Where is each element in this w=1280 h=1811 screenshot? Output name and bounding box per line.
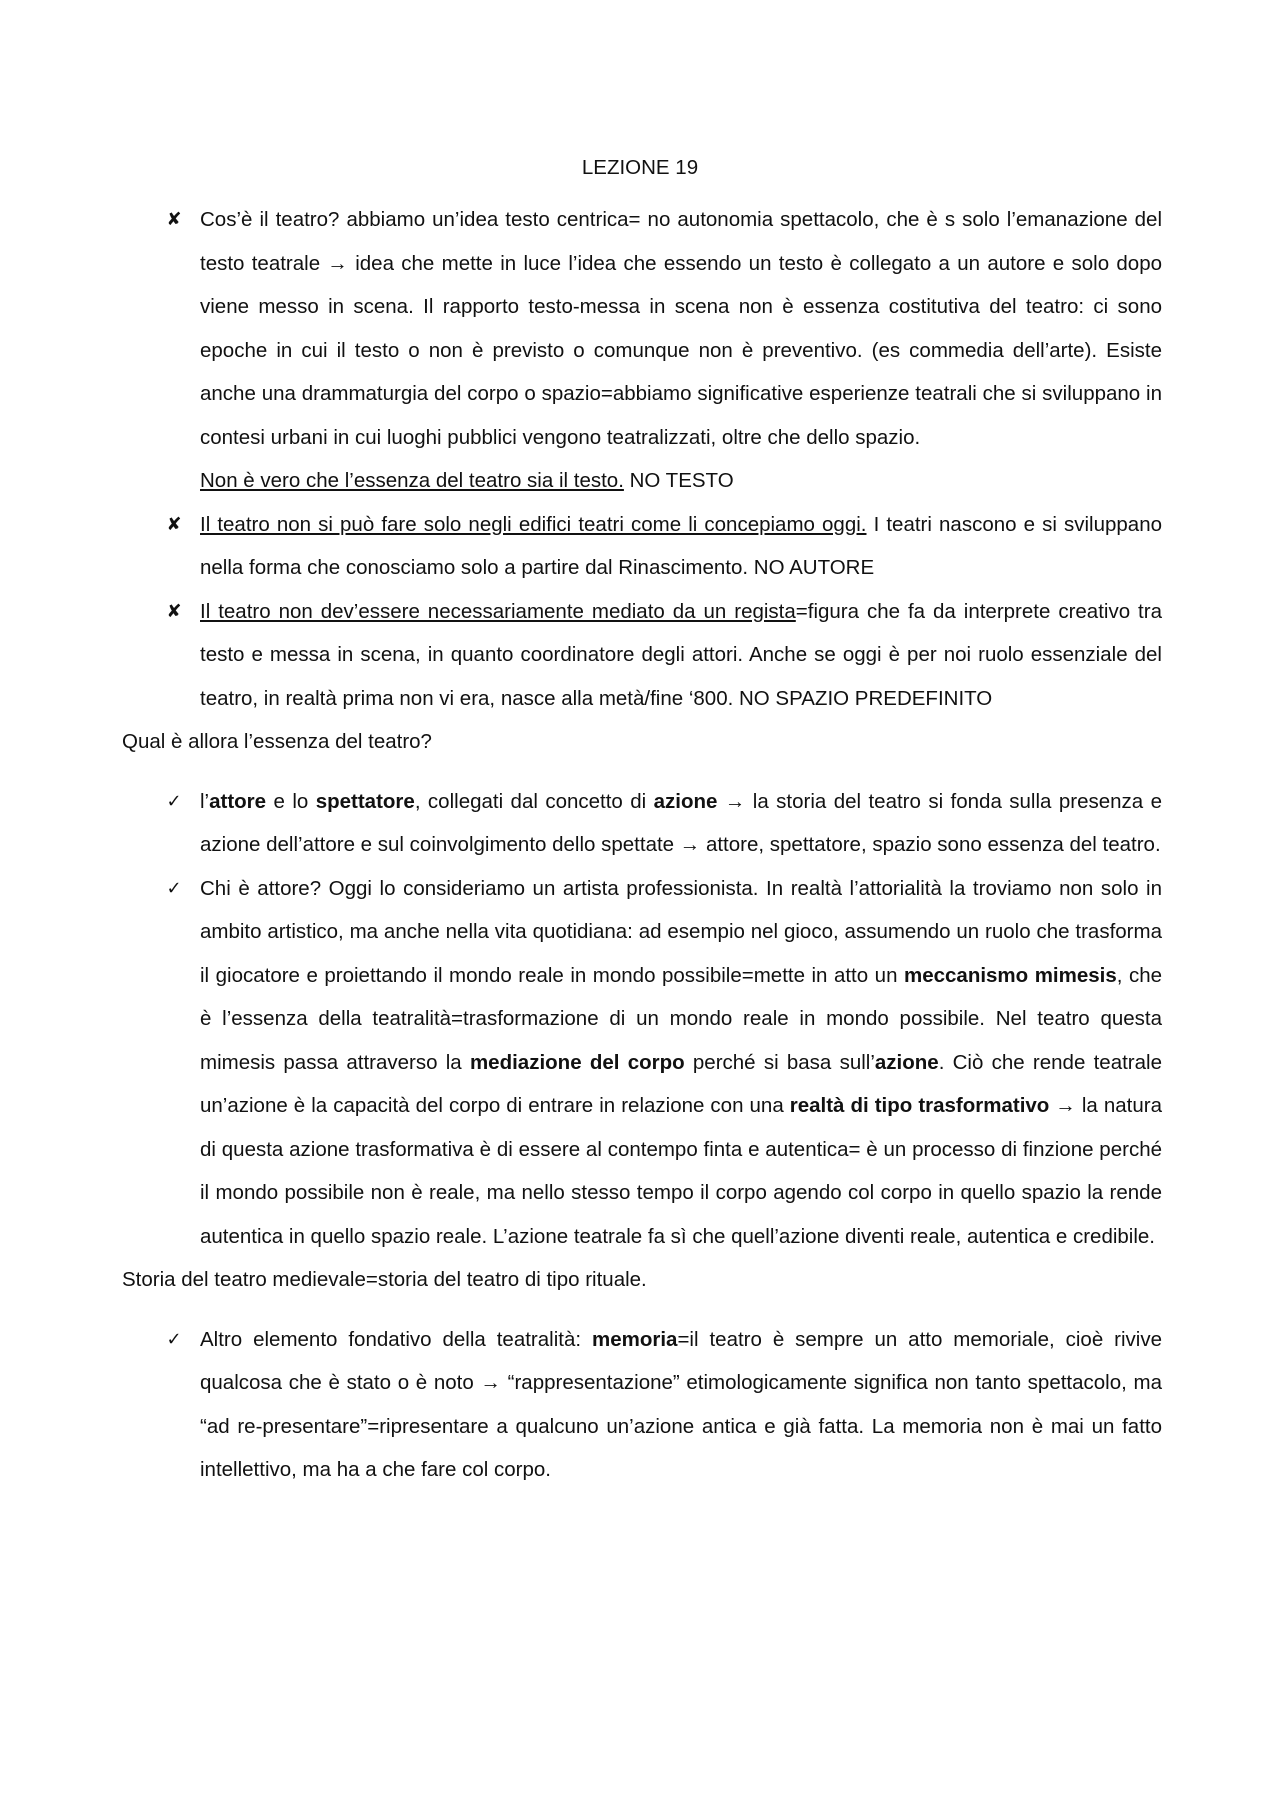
negation-list — [122, 198, 1162, 720]
cross-mark-icon: ✘ — [166, 513, 182, 534]
text-run: Altro elemento fondativo della teatralità: — [200, 1327, 592, 1351]
item-text: =figura che fa da interprete creativo tra testo e messa in scena, in quanto coordinatore degli attori. Anche se oggi è per noi ruolo essenziale del teatro, in realtà prima non vi era, nasce alla metà/fine ‘800. NO SPAZIO PREDEFINITO — [200, 599, 1162, 710]
list-item — [122, 503, 1162, 590]
document-body — [122, 198, 1162, 1492]
underlined-statement: Il teatro non dev’essere necessariamente mediato da un regista — [200, 599, 796, 623]
text-run: → la storia del teatro si fonda sulla presenza e azione dell’attore e sul coinvolgimento dello spettate → attore, spettatore, spazio sono essenza del teatro. — [200, 789, 1162, 856]
list-item — [122, 590, 1162, 721]
text-run: , che è l’essenza della teatralità=trasformazione di un mondo reale in mondo possibile. Nel teatro questa mimesis passa attraverso la — [200, 963, 1163, 1074]
bold-term: spettatore — [315, 789, 415, 813]
list-item — [122, 867, 1162, 1259]
text-run: . Ciò che rende teatrale un’azione è la capacità del corpo di entrare in relazione con una — [200, 1050, 1162, 1117]
text-run: perché si basa sull’ — [684, 1050, 875, 1074]
check-mark-icon: ✓ — [166, 1328, 182, 1349]
bold-term: meccanismo mimesis — [903, 963, 1117, 987]
underlined-statement: Non è vero che l’essenza del teatro sia il testo. — [200, 469, 624, 492]
section-statement: Storia del teatro medievale=storia del teatro di tipo rituale. — [122, 1268, 647, 1291]
item-text: Cos’è il teatro? abbiamo un’idea testo centrica= no autonomia spettacolo, che è s solo l’emanazione del testo teatrale → idea che mette in luce l’idea che essendo un testo è collegato a un autore e solo dopo viene messo in scena. Il rapporto testo-messa in scena non è essenza costitutiva del teatro: ci sono epoche in cui il testo o non è previsto o comunque non è preventivo. (es commedia dell’arte). Esiste anche una drammaturgia del corpo o spazio=abbiamo significative esperienze teatrali che si sviluppano in contesi urbani in cui luoghi pubblici vengono teatralizzati, oltre che dello spazio. — [200, 208, 1162, 449]
bold-term: attore — [209, 789, 267, 813]
bold-term: mediazione del corpo — [469, 1050, 685, 1074]
check-mark-icon: ✓ — [166, 790, 182, 811]
text-run: e lo — [266, 789, 316, 813]
text-run: l’ — [200, 789, 210, 813]
memory-list — [122, 1318, 1162, 1492]
check-mark-icon: ✓ — [166, 877, 182, 898]
bold-term: azione — [653, 789, 718, 813]
essence-list — [122, 780, 1162, 1259]
list-item — [122, 780, 1162, 867]
underlined-statement: Il teatro non si può fare solo negli edifici teatri come li concepiamo oggi. — [200, 512, 867, 536]
text-run: Chi è attore? Oggi lo consideriamo un artista professionista. In realtà l’attorialità la troviamo non solo in ambito artistico, ma anche nella vita quotidiana: ad esempio nel gioco, assumendo un ruolo che trasforma il giocatore e proiettando il mondo reale in mondo possibile=mette in atto un — [200, 876, 1162, 987]
bold-term: memoria — [591, 1327, 678, 1351]
text-run: , collegati dal concetto di — [414, 789, 654, 813]
text-run: → la natura di questa azione trasformativa è di essere al contempo finta e autentica= è un processo di finzione perché il mondo possibile non è reale, ma nello stesso tempo il corpo agendo col corpo in quello spazio la rende autentica in quello spazio reale. L’azione teatrale fa sì che quell’azione diventi reale, autentica e credibile. — [200, 1094, 1162, 1248]
item-text: I teatri nascono e si sviluppano nella forma che conosciamo solo a partire dal Rinascimento. NO AUTORE — [200, 512, 1163, 579]
item-tail: NO TESTO — [623, 469, 734, 492]
list-item — [122, 1318, 1162, 1492]
section-question: Qual è allora l’essenza del teatro? — [122, 730, 432, 753]
cross-mark-icon: ✘ — [166, 209, 182, 229]
text-run: =il teatro è sempre un atto memoriale, cioè rivive qualcosa che è stato o è noto → “rappresentazione” etimologicamente significa non tanto spettacolo, ma “ad re-presentare”=ripresentare a qualcuno un’azione antica e già fatta. La memoria non è mai un fatto intellettivo, ma ha a che fare col corpo. — [200, 1327, 1162, 1481]
page-title: LEZIONE 19 — [581, 156, 699, 179]
cross-mark-icon: ✘ — [166, 600, 182, 621]
list-item — [122, 198, 1162, 503]
bold-term: realtà di tipo trasformativo — [789, 1094, 1050, 1117]
bold-term: azione — [874, 1050, 939, 1074]
